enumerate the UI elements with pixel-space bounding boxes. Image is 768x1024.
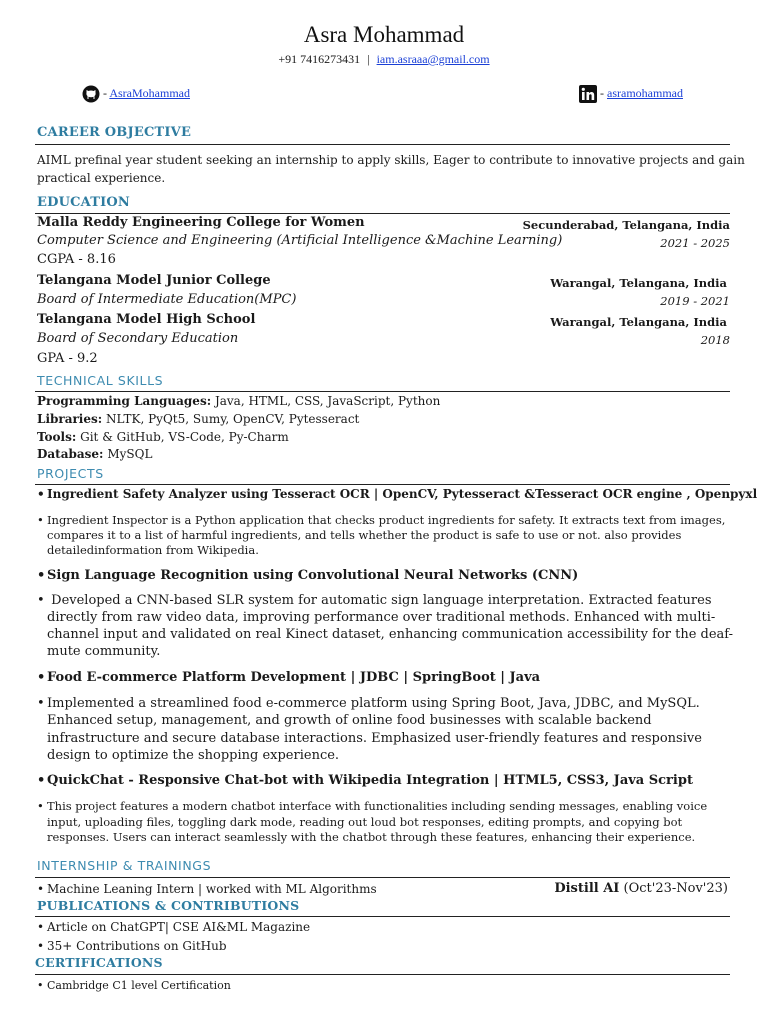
school-location: Warangal, Telangana, India — [550, 315, 727, 329]
linkedin-link-group — [579, 85, 683, 103]
github-username-link[interactable]: AsraMohammad — [109, 85, 190, 100]
description-line: directly from raw video data, improving performance over traditional methods. Enhanced with multi- — [47, 610, 716, 625]
section-divider — [35, 391, 730, 392]
certification-item — [37, 979, 231, 992]
description-line: channel input and validated on real Kinect dataset, enhancing communication accessibility for the deaf- — [47, 627, 734, 642]
internship-heading: INTERNSHIP & TRAININGS — [37, 858, 212, 873]
project-title — [37, 670, 540, 685]
internship-company — [554, 881, 728, 896]
section-divider — [35, 484, 730, 485]
linkedin-username-link[interactable]: asramohammad — [607, 85, 683, 100]
career-objective-text: AIML prefinal year student seeking an internship to apply skills, Eager to contribute to innovative projects and gain — [37, 153, 745, 167]
school-location: Secunderabad, Telangana, India — [522, 218, 730, 232]
section-divider — [35, 144, 730, 145]
certifications-heading: CERTIFICATIONS — [35, 955, 163, 970]
description-line: detailedinformation from Wikipedia. — [47, 543, 259, 557]
degree-name: Board of Secondary Education — [37, 331, 239, 346]
phone-number: +91 7416273431 — [278, 52, 361, 66]
career-objective-heading: CAREER OBJECTIVE — [37, 125, 192, 140]
description-line: mute community. — [47, 644, 161, 659]
publication-text: Article on ChatGPT| CSE AI&ML Magazine — [47, 920, 311, 934]
description-line: input, uploading files, toggling dark mode, reading out loud bot responses, editing prompts, and copying bot — [47, 815, 683, 829]
description-line: This project features a modern chatbot interface with functionalities including sending messages, enabling voice — [47, 799, 708, 813]
description-line: Ingredient Inspector is a Python application that checks product ingredients for safety. It extracts text from images, — [47, 513, 726, 527]
bullet-icon: • — [37, 882, 45, 896]
description-line: Enhanced setup, management, and growth of online food businesses with scalable backend — [47, 713, 652, 728]
section-divider — [35, 213, 730, 214]
section-divider — [35, 974, 730, 975]
study-years: 2021 - 2025 — [660, 236, 730, 250]
company-name: Distill AI — [554, 881, 620, 896]
project-description — [37, 696, 700, 711]
skill-value: MySQL — [103, 447, 153, 461]
project-description — [37, 593, 712, 608]
skill-label: Tools: — [37, 430, 77, 444]
description-line: design to optimize the shopping experience. — [47, 748, 340, 763]
section-divider — [35, 916, 730, 917]
contact-line — [0, 52, 768, 67]
linkedin-icon — [579, 85, 597, 103]
projects-heading: PROJECTS — [37, 466, 104, 481]
project-description — [37, 799, 707, 813]
publication-item — [37, 920, 310, 934]
bullet-icon: • — [37, 799, 44, 813]
description-line: compares it to a list of harmful ingredients, and tells whether the product is safe to use or not. also provides — [47, 528, 682, 542]
bullet-icon: • — [37, 939, 45, 953]
description-line: Developed a CNN-based SLR system for automatic sign language interpretation. Extracted features — [51, 593, 712, 608]
skill-value: Git & GitHub, VS-Code, Py-Charm — [76, 430, 289, 444]
internship-text: Machine Leaning Intern | worked with ML Algorithms — [47, 882, 377, 896]
section-divider — [35, 877, 730, 878]
study-years: 2018 — [700, 333, 730, 347]
bullet-icon: • — [37, 487, 45, 501]
contact-separator: | — [367, 52, 370, 66]
school-name: Telangana Model High School — [37, 312, 256, 327]
school-location: Warangal, Telangana, India — [550, 276, 727, 290]
bullet-icon: • — [37, 920, 45, 934]
skill-row — [37, 412, 359, 426]
project-title — [37, 773, 693, 788]
publications-heading: PUBLICATIONS & CONTRIBUTIONS — [37, 898, 300, 913]
description-line: infrastructure and secure database interactions. Emphasized user-friendly features and responsive — [47, 731, 702, 746]
publication-text: 35+ Contributions on GitHub — [47, 939, 227, 953]
description-line: Implemented a streamlined food e-commerce platform using Spring Boot, Java, JDBC, and MySQL. — [47, 696, 700, 711]
technical-skills-heading: TECHNICAL SKILLS — [37, 373, 164, 388]
github-icon — [82, 85, 100, 103]
project-title-text: QuickChat - Responsive Chat-bot with Wikipedia Integration | HTML5, CSS3, Java Script — [47, 773, 693, 788]
skill-label: Programming Languages: — [37, 394, 212, 408]
email-link[interactable]: iam.asraaa@gmail.com — [376, 52, 490, 66]
certification-text: Cambridge C1 level Certification — [47, 979, 231, 992]
bullet-icon: • — [37, 568, 46, 583]
skill-row — [37, 394, 440, 408]
career-objective-text: practical experience. — [37, 171, 166, 185]
project-title-text: Ingredient Safety Analyzer using Tesseract OCR | OpenCV, Pytesseract &Tesseract OCR engine , Openpyxl — [47, 487, 758, 501]
publication-item — [37, 939, 227, 953]
skill-label: Libraries: — [37, 412, 103, 426]
school-name: Malla Reddy Engineering College for Women — [37, 215, 365, 230]
degree-name: Board of Intermediate Education(MPC) — [37, 292, 297, 307]
bullet-icon: • — [37, 979, 44, 992]
project-title-text: Sign Language Recognition using Convolutional Neural Networks (CNN) — [47, 568, 579, 583]
degree-name: Computer Science and Engineering (Artificial Intelligence &Machine Learning) — [37, 233, 563, 248]
bullet-icon: • — [37, 670, 46, 685]
project-description — [37, 513, 725, 527]
project-title — [37, 487, 757, 501]
school-score: CGPA - 8.16 — [37, 252, 116, 267]
github-link-group — [82, 85, 190, 103]
bullet-icon: • — [37, 696, 45, 711]
skill-value: Java, HTML, CSS, JavaScript, Python — [211, 394, 441, 408]
skill-row — [37, 430, 289, 444]
bullet-icon: • — [37, 513, 44, 527]
bullet-icon: • — [37, 593, 45, 608]
description-line: responses. Users can interact seamlessly with the chatbot through these features, enhancing their experience. — [47, 830, 696, 844]
bullet-icon: • — [37, 773, 46, 788]
internship-dates: (Oct'23-Nov'23) — [619, 881, 728, 896]
github-prefix: - — [103, 85, 107, 100]
skill-row — [37, 447, 152, 461]
linkedin-prefix: - — [600, 85, 604, 100]
skill-value: NLTK, PyQt5, Sumy, OpenCV, Pytesseract — [102, 412, 360, 426]
skill-label: Database: — [37, 447, 104, 461]
school-name: Telangana Model Junior College — [37, 273, 271, 288]
project-title — [37, 568, 578, 583]
school-score: GPA - 9.2 — [37, 351, 98, 366]
study-years: 2019 - 2021 — [660, 294, 730, 308]
project-title-text: Food E-commerce Platform Development | JDBC | SpringBoot | Java — [47, 670, 541, 685]
education-heading: EDUCATION — [37, 195, 131, 210]
candidate-name: Asra Mohammad — [303, 22, 465, 47]
internship-entry — [37, 882, 377, 896]
